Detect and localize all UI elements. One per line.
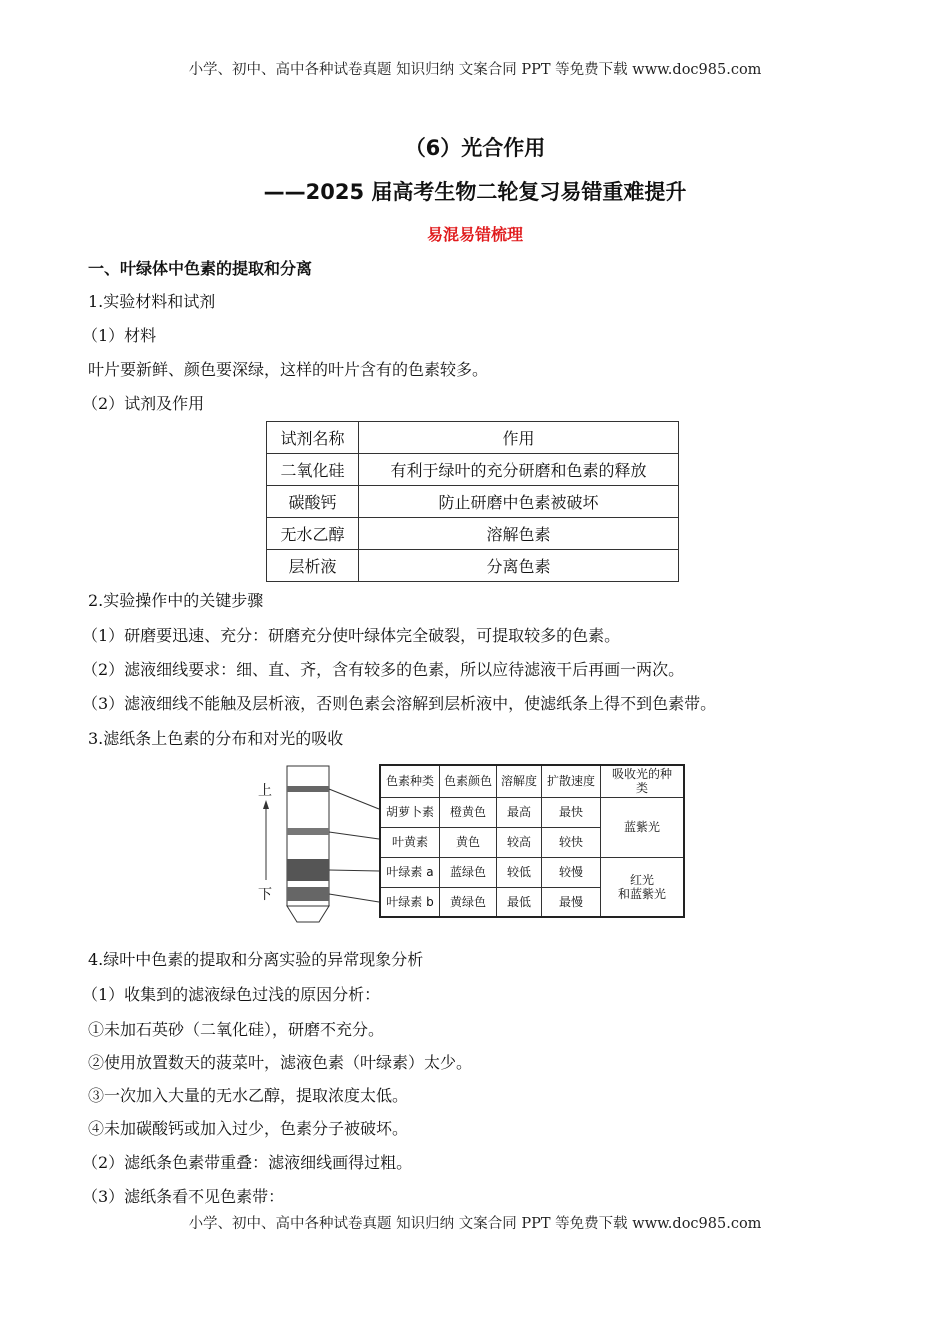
table-header-row (267, 422, 679, 454)
section-heading-1: 一、叶绿体中色素的提取和分离 (88, 259, 313, 278)
anomaly-2: （2）滤纸条色素带重叠：滤液细线画得过粗。 (82, 1153, 413, 1172)
table-row (267, 550, 679, 582)
table-row (380, 797, 684, 827)
table-header-cell: 吸收光的种类 (601, 765, 685, 797)
anomaly-1-a: ①未加石英砂（二氧化硅），研磨不充分。 (88, 1020, 385, 1039)
table-cell: 黄绿色 (440, 887, 497, 917)
step-1: （1）研磨要迅速、充分：研磨充分使叶绿体完全破裂，可提取较多的色素。 (82, 626, 621, 645)
heading-anomalies: 4.绿叶中色素的提取和分离实验的异常现象分析 (88, 950, 424, 969)
step-3: （3）滤液细线不能触及层析液，否则色素会溶解到层析液中，使滤纸条上得不到色素带。 (82, 694, 717, 713)
reagent-table (266, 421, 679, 582)
table-cell: 最高 (497, 797, 542, 827)
table-cell: 蓝绿色 (440, 857, 497, 887)
table-cell: 分离色素 (359, 550, 679, 582)
strip-diagram (258, 762, 383, 932)
page-header: 小学、初中、高中各种试卷真题 知识归纳 文案合同 PPT 等免费下载 www.doc985.com (188, 62, 762, 78)
pigment-table (379, 764, 685, 918)
material-text: 叶片要新鲜、颜色要深绿，这样的叶片含有的色素较多。 (88, 360, 489, 379)
strip-tip (287, 906, 329, 922)
table-cell: 叶黄素 (380, 827, 440, 857)
table-header-cell: 色素颜色 (440, 765, 497, 797)
anomaly-3: （3）滤纸条看不见色素带： (82, 1187, 285, 1206)
subheading-material: （1）材料 (82, 326, 157, 345)
table-header-row (380, 765, 684, 797)
anomaly-1-b: ②使用放置数天的菠菜叶，滤液色素（叶绿素）太少。 (88, 1053, 473, 1072)
table-header-cell: 溶解度 (497, 765, 542, 797)
bottom-label: 下 (258, 887, 272, 903)
table-cell: 有利于绿叶的充分研磨和色素的释放 (359, 454, 679, 486)
table-cell (601, 857, 685, 917)
table-cell: 较慢 (542, 857, 601, 887)
pointer-line (329, 789, 379, 809)
table-header-cell: 作用 (359, 422, 679, 454)
table-cell: 溶解色素 (359, 518, 679, 550)
table-cell: 最低 (497, 887, 542, 917)
table-cell: 胡萝卜素 (380, 797, 440, 827)
page-subtitle: ——2025 届高考生物二轮复习易错重难提升 (263, 180, 687, 204)
band-chlorophyll-b (287, 887, 329, 901)
pointer-line (329, 870, 379, 871)
table-cell: 防止研磨中色素被破坏 (359, 486, 679, 518)
section-label: 易混易错梳理 (426, 225, 523, 244)
subheading-reagents: （2）试剂及作用 (82, 394, 205, 413)
top-label: 上 (258, 783, 272, 799)
table-cell: 较低 (497, 857, 542, 887)
table-cell: 碳酸钙 (267, 486, 359, 518)
table-row (267, 486, 679, 518)
table-cell: 叶绿素 b (380, 887, 440, 917)
page-title: （6）光合作用 (404, 136, 546, 160)
strip-figure (258, 762, 383, 932)
table-cell: 层析液 (267, 550, 359, 582)
table-cell: 叶绿素 a (380, 857, 440, 887)
page-footer: 小学、初中、高中各种试卷真题 知识归纳 文案合同 PPT 等免费下载 www.doc985.com (188, 1216, 762, 1232)
table-cell: 橙黄色 (440, 797, 497, 827)
absorb-line-2: 和蓝紫光 (617, 886, 666, 901)
table-row (380, 857, 684, 887)
anomaly-1-c: ③一次加入大量的无水乙醇，提取浓度太低。 (88, 1086, 409, 1105)
absorb-line-1: 红光 (629, 872, 654, 887)
heading-distribution: 3.滤纸条上色素的分布和对光的吸收 (88, 729, 344, 748)
step-2: （2）滤液细线要求：细、直、齐，含有较多的色素，所以应待滤液干后再画一两次。 (82, 660, 685, 679)
pointer-line (329, 832, 379, 839)
anomaly-1: （1）收集到的滤液绿色过浅的原因分析： (82, 985, 381, 1004)
table-row (267, 454, 679, 486)
heading-steps: 2.实验操作中的关键步骤 (88, 591, 264, 610)
band-chlorophyll-a (287, 859, 329, 881)
table-cell: 蓝紫光 (601, 797, 685, 857)
table-header-cell: 扩散速度 (542, 765, 601, 797)
table-cell: 无水乙醇 (267, 518, 359, 550)
table-cell: 最快 (542, 797, 601, 827)
table-cell: 较高 (497, 827, 542, 857)
table-header-cell: 试剂名称 (267, 422, 359, 454)
band-xanthophyll (287, 828, 329, 835)
table-row (267, 518, 679, 550)
heading-materials: 1.实验材料和试剂 (88, 292, 216, 311)
anomaly-1-d: ④未加碳酸钙或加入过少，色素分子被破坏。 (88, 1119, 409, 1138)
table-cell: 较快 (542, 827, 601, 857)
table-cell: 黄色 (440, 827, 497, 857)
band-carotene (287, 786, 329, 792)
arrow-up-icon (263, 800, 269, 809)
pointer-line (329, 894, 379, 902)
table-cell: 最慢 (542, 887, 601, 917)
table-cell: 二氧化硅 (267, 454, 359, 486)
table-header-cell: 色素种类 (380, 765, 440, 797)
